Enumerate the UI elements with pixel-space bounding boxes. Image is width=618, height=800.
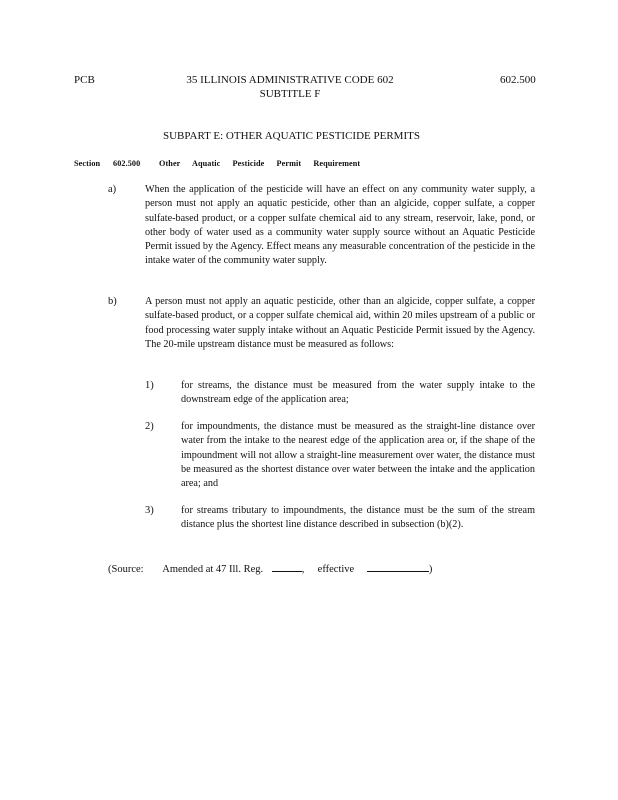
- source-amended: Amended at 47 Ill. Reg.: [162, 564, 264, 575]
- item-1-label: 1): [145, 380, 154, 391]
- header-right: 602.500: [500, 74, 536, 86]
- header-left: PCB: [74, 74, 95, 86]
- effective-date-blank: [367, 561, 429, 572]
- paragraph-a-text: When the application of the pesticide will have an effect on any community water supply, a person must not apply an aquatic pesticide, other than an algicide, copper sulfate, a copper sulfate-based product, or a copper sulfate chemical aid to any stream, reservoir, lake, pond, or other body of water used as a community water supply source without an Aquatic Pesticide Permit issued by the Agency. Effect means any measurable concentration of the pesticide in the intake water of the community water supply.: [145, 184, 535, 267]
- paragraph-a-label: a): [108, 184, 117, 195]
- source-effective: effective: [317, 564, 355, 575]
- item-2-label: 2): [145, 421, 154, 432]
- item-1-text: for streams, the distance must be measured from the water supply intake to the downstream edge of the application area;: [181, 380, 535, 406]
- paragraph-b-text: A person must not apply an aquatic pesticide, other than an algicide, copper sulfate, a copper sulfate-based product, or a copper sulfate chemical aid, within 20 miles upstream of a public or food processing water supply intake without an Aquatic Pesticide Permit issued by the Agency. The 20-mile upstream distance must be measured as follows:: [145, 296, 535, 350]
- item-2-text: for impoundments, the distance must be measured as the straight-line distance over water from the intake to the nearest edge of the application area or, if the shape of the impoundment will not allow a straight-line measurement over water, the distance must be measured as the shortest distance over water between the intake and the application area; and: [181, 421, 535, 490]
- header-center-line2: SUBTITLE F: [259, 88, 321, 100]
- source-comma: ,: [301, 564, 305, 575]
- paragraph-b-label: b): [108, 296, 117, 307]
- item-3-label: 3): [145, 505, 154, 516]
- subpart-title: SUBPART E: OTHER AQUATIC PESTICIDE PERMITS: [163, 130, 420, 142]
- section-word: Section: [74, 159, 101, 168]
- header-center-line1: 35 ILLINOIS ADMINISTRATIVE CODE 602: [186, 74, 394, 86]
- source-close: ): [428, 564, 433, 575]
- item-3-text: for streams tributary to impoundments, the distance must be the sum of the stream distance plus the shortest line distance described in subsection (b)(2).: [181, 505, 535, 531]
- source-note: [108, 561, 432, 575]
- section-title: Other Aquatic Pesticide Permit Requirement: [159, 159, 361, 168]
- section-number: 602.500: [113, 159, 141, 168]
- source-open: (Source:: [108, 564, 144, 575]
- register-blank: [272, 561, 302, 572]
